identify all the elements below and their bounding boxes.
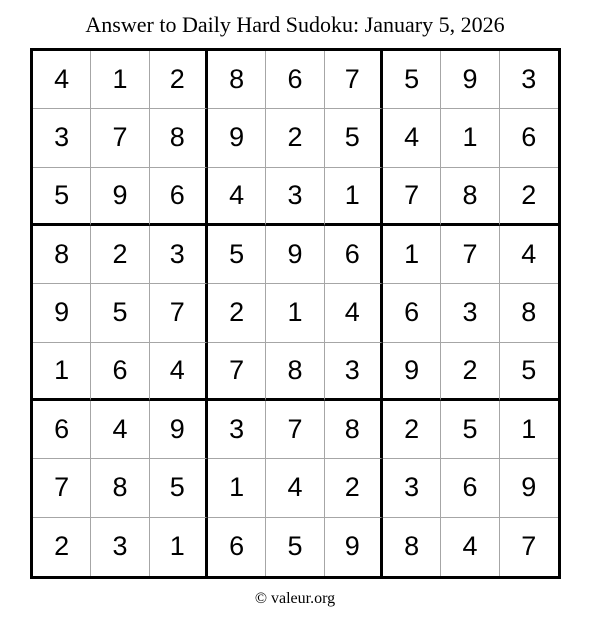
sudoku-cell-r3-c3: 6 [150,168,208,226]
sudoku-cell-r2-c1: 3 [33,109,91,167]
sudoku-cell-r6-c2: 6 [91,343,149,401]
sudoku-cell-r7-c5: 7 [266,401,324,459]
sudoku-cell-r9-c1: 2 [33,518,91,576]
sudoku-cell-r3-c6: 1 [325,168,383,226]
sudoku-cell-r3-c5: 3 [266,168,324,226]
sudoku-cell-r9-c4: 6 [208,518,266,576]
sudoku-cell-r2-c5: 2 [266,109,324,167]
sudoku-cell-r1-c7: 5 [383,51,441,109]
sudoku-board [30,48,561,579]
sudoku-cell-r4-c8: 7 [441,226,499,284]
sudoku-cell-r6-c5: 8 [266,343,324,401]
sudoku-cell-r2-c9: 6 [500,109,558,167]
sudoku-cell-r4-c7: 1 [383,226,441,284]
sudoku-cell-r6-c4: 7 [208,343,266,401]
sudoku-cell-r8-c4: 1 [208,459,266,517]
sudoku-cell-r2-c2: 7 [91,109,149,167]
sudoku-cell-r8-c9: 9 [500,459,558,517]
sudoku-cell-r1-c4: 8 [208,51,266,109]
sudoku-cell-r3-c4: 4 [208,168,266,226]
sudoku-cell-r1-c2: 1 [91,51,149,109]
sudoku-cell-r8-c6: 2 [325,459,383,517]
sudoku-cell-r2-c4: 9 [208,109,266,167]
sudoku-cell-r9-c6: 9 [325,518,383,576]
sudoku-cell-r4-c1: 8 [33,226,91,284]
sudoku-cell-r5-c2: 5 [91,284,149,342]
sudoku-cell-r5-c3: 7 [150,284,208,342]
sudoku-cell-r9-c5: 5 [266,518,324,576]
sudoku-cell-r3-c1: 5 [33,168,91,226]
sudoku-cell-r7-c2: 4 [91,401,149,459]
sudoku-cell-r1-c6: 7 [325,51,383,109]
sudoku-cell-r8-c7: 3 [383,459,441,517]
sudoku-cell-r1-c3: 2 [150,51,208,109]
sudoku-cell-r6-c6: 3 [325,343,383,401]
sudoku-cell-r8-c8: 6 [441,459,499,517]
sudoku-cell-r8-c2: 8 [91,459,149,517]
sudoku-cell-r7-c1: 6 [33,401,91,459]
sudoku-cell-r9-c3: 1 [150,518,208,576]
sudoku-cell-r7-c4: 3 [208,401,266,459]
sudoku-cell-r9-c7: 8 [383,518,441,576]
sudoku-cell-r7-c3: 9 [150,401,208,459]
sudoku-cell-r5-c5: 1 [266,284,324,342]
sudoku-cell-r2-c8: 1 [441,109,499,167]
sudoku-cell-r2-c3: 8 [150,109,208,167]
sudoku-cell-r1-c1: 4 [33,51,91,109]
sudoku-cell-r3-c2: 9 [91,168,149,226]
sudoku-cell-r8-c3: 5 [150,459,208,517]
sudoku-cell-r6-c9: 5 [500,343,558,401]
sudoku-cell-r4-c3: 3 [150,226,208,284]
sudoku-cell-r4-c5: 9 [266,226,324,284]
sudoku-cell-r3-c8: 8 [441,168,499,226]
sudoku-cell-r6-c1: 1 [33,343,91,401]
sudoku-cell-r5-c1: 9 [33,284,91,342]
sudoku-cell-r4-c4: 5 [208,226,266,284]
sudoku-cell-r7-c9: 1 [500,401,558,459]
sudoku-cell-r7-c6: 8 [325,401,383,459]
sudoku-cell-r5-c7: 6 [383,284,441,342]
sudoku-cell-r9-c8: 4 [441,518,499,576]
sudoku-cell-r3-c7: 7 [383,168,441,226]
sudoku-cell-r4-c9: 4 [500,226,558,284]
page-title: Answer to Daily Hard Sudoku: January 5, 2026 [85,12,505,37]
sudoku-cell-r2-c6: 5 [325,109,383,167]
sudoku-cell-r5-c8: 3 [441,284,499,342]
sudoku-cell-r1-c8: 9 [441,51,499,109]
sudoku-cell-r7-c7: 2 [383,401,441,459]
sudoku-cell-r6-c8: 2 [441,343,499,401]
sudoku-cell-r5-c9: 8 [500,284,558,342]
copyright-footer: © valeur.org [254,590,336,607]
sudoku-cell-r6-c7: 9 [383,343,441,401]
sudoku-cell-r8-c5: 4 [266,459,324,517]
sudoku-cell-r2-c7: 4 [383,109,441,167]
sudoku-cell-r6-c3: 4 [150,343,208,401]
sudoku-cell-r5-c6: 4 [325,284,383,342]
sudoku-cell-r9-c2: 3 [91,518,149,576]
sudoku-cell-r3-c9: 2 [500,168,558,226]
sudoku-cell-r1-c9: 3 [500,51,558,109]
sudoku-cell-r9-c9: 7 [521,531,537,562]
sudoku-cell-r4-c2: 2 [91,226,149,284]
sudoku-cell-r8-c1: 7 [33,459,91,517]
sudoku-cell-r5-c4: 2 [208,284,266,342]
sudoku-cell-r1-c5: 6 [266,51,324,109]
sudoku-cell-r7-c8: 5 [441,401,499,459]
sudoku-cell-r4-c6: 6 [325,226,383,284]
